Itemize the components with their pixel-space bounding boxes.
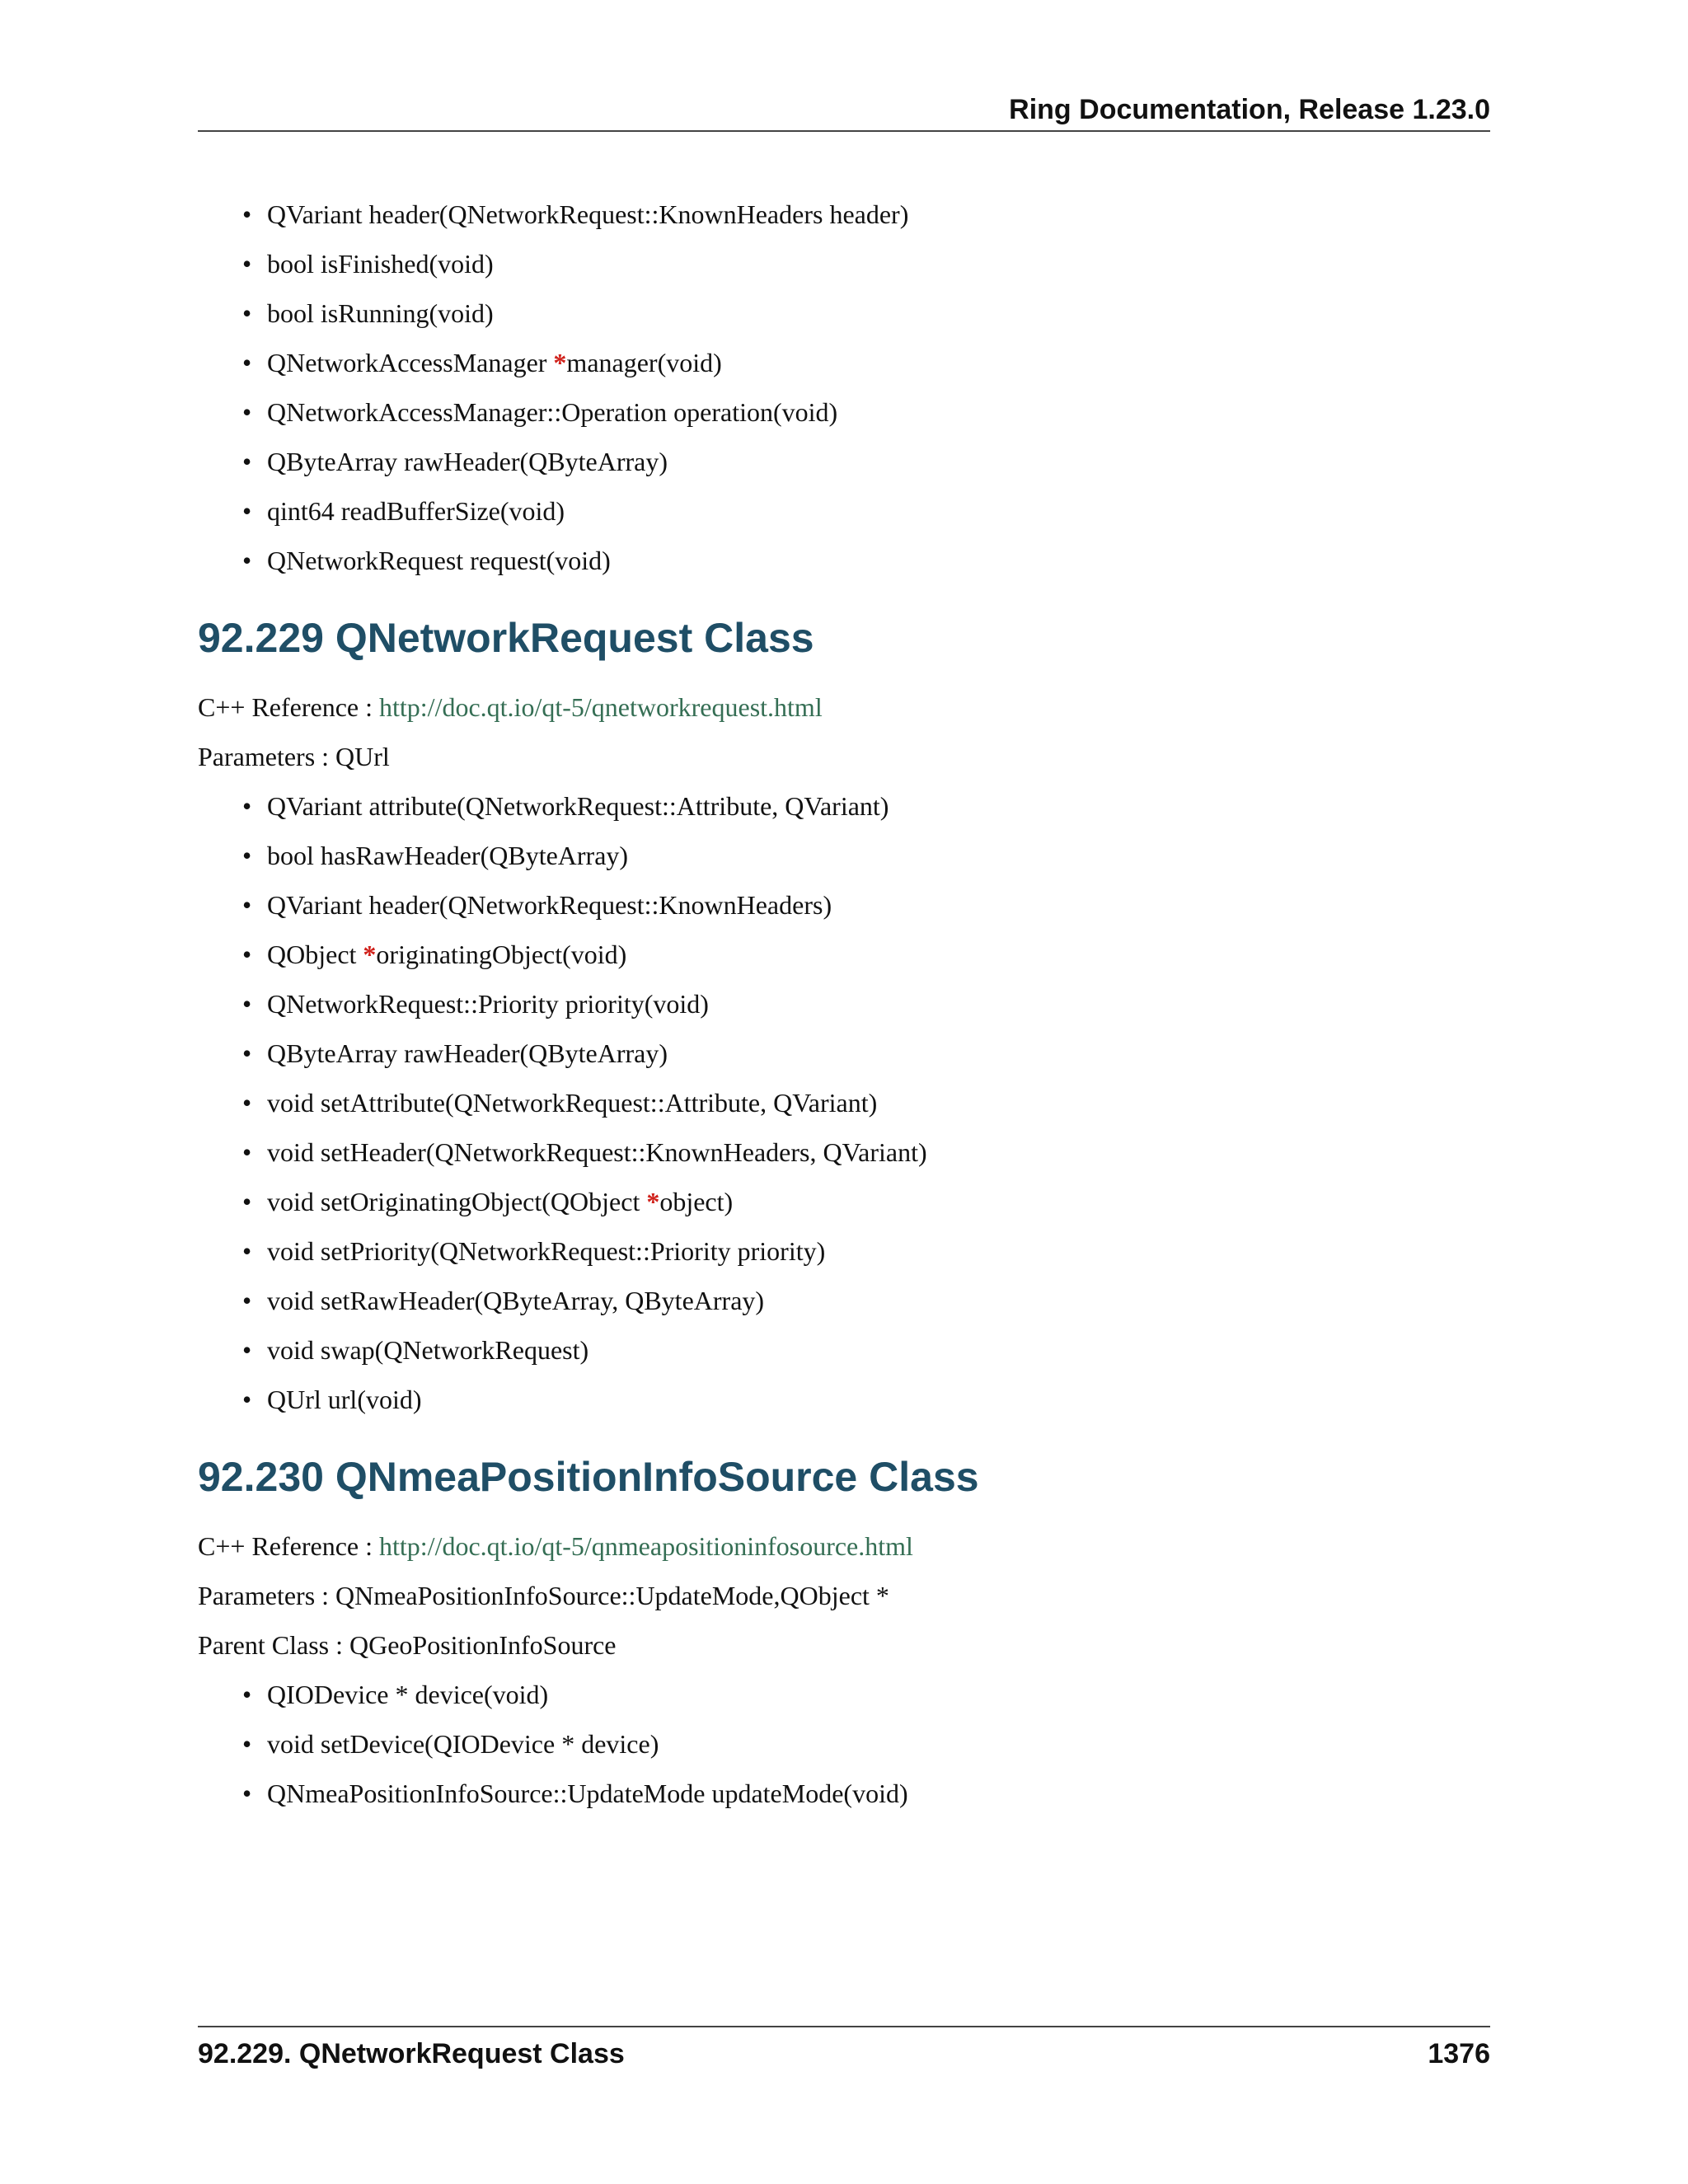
method-item xyxy=(267,1284,1490,1317)
method-signature: bool isFinished(void) xyxy=(267,249,494,279)
method-signature: void setPriority(QNetworkRequest::Priority priority) xyxy=(267,1236,826,1266)
method-item xyxy=(267,938,1490,971)
method-item xyxy=(267,1727,1490,1760)
parameters-qnmeapositioninfosource: Parameters : QNmeaPositionInfoSource::UpdateMode,QObject * xyxy=(198,1581,889,1610)
parameters-qnetworkrequest: Parameters : QUrl xyxy=(198,742,390,771)
method-signature: QNetworkAccessManager xyxy=(267,348,554,377)
cpp-reference-label: C++ Reference : xyxy=(198,1531,379,1561)
qnmeapositioninfosource-doc-link[interactable]: http://doc.qt.io/qt-5/qnmeapositioninfosource.html xyxy=(379,1531,913,1561)
method-signature: qint64 readBufferSize(void) xyxy=(267,496,565,526)
pointer-asterisk: * xyxy=(363,940,377,969)
method-signature: QByteArray rawHeader(QByteArray) xyxy=(267,447,668,476)
method-item xyxy=(267,1136,1490,1169)
cpp-reference-label: C++ Reference : xyxy=(198,692,379,722)
method-item xyxy=(267,888,1490,921)
method-signature: bool hasRawHeader(QByteArray) xyxy=(267,841,629,870)
method-signature-rest: object) xyxy=(659,1187,734,1216)
method-signature: QNmeaPositionInfoSource::UpdateMode updateMode(void) xyxy=(267,1779,908,1808)
method-item xyxy=(267,1235,1490,1268)
continued-method-list xyxy=(198,198,1490,577)
section-heading-qnmeapositioninfosource: 92.230 QNmeaPositionInfoSource Class xyxy=(198,1454,979,1500)
method-signature: QVariant attribute(QNetworkRequest::Attribute, QVariant) xyxy=(267,791,889,821)
method-item xyxy=(267,445,1490,478)
method-signature: QUrl url(void) xyxy=(267,1385,422,1414)
method-item xyxy=(267,247,1490,280)
method-item xyxy=(267,1086,1490,1119)
header-title: Ring Documentation, Release 1.23.0 xyxy=(1009,94,1490,125)
method-signature: bool isRunning(void) xyxy=(267,298,494,328)
method-item xyxy=(267,1678,1490,1711)
method-signature: QVariant header(QNetworkRequest::KnownHeaders header) xyxy=(267,199,909,229)
method-signature: void setAttribute(QNetworkRequest::Attribute, QVariant) xyxy=(267,1088,878,1118)
footer-section-title: 92.229. QNetworkRequest Class xyxy=(198,2038,625,2069)
method-signature: void setDevice(QIODevice * device) xyxy=(267,1729,659,1759)
method-signature: QIODevice * device(void) xyxy=(267,1680,549,1709)
method-item xyxy=(267,790,1490,823)
cpp-reference-qnmeapositioninfosource xyxy=(198,1530,1490,1563)
method-item xyxy=(267,198,1490,231)
pointer-asterisk: * xyxy=(553,348,567,377)
method-item xyxy=(267,1185,1490,1218)
method-signature-rest: originatingObject(void) xyxy=(376,940,627,969)
method-signature-rest: manager(void) xyxy=(566,348,722,377)
method-item xyxy=(267,346,1490,379)
method-signature: void setHeader(QNetworkRequest::KnownHeaders, QVariant) xyxy=(267,1137,927,1167)
method-item xyxy=(267,1777,1490,1810)
method-signature: QNetworkRequest request(void) xyxy=(267,546,611,575)
section-heading-qnetworkrequest: 92.229 QNetworkRequest Class xyxy=(198,615,814,661)
method-item xyxy=(267,297,1490,330)
running-footer xyxy=(198,2026,1490,2072)
method-signature: QNetworkRequest::Priority priority(void) xyxy=(267,989,709,1019)
method-item xyxy=(267,1037,1490,1070)
method-item xyxy=(267,396,1490,429)
method-item xyxy=(267,494,1490,527)
method-signature: QNetworkAccessManager::Operation operation(void) xyxy=(267,397,838,427)
parent-class-qnmeapositioninfosource: Parent Class : QGeoPositionInfoSource xyxy=(198,1630,617,1660)
method-item xyxy=(267,839,1490,872)
qnmeapositioninfosource-method-list xyxy=(198,1678,1490,1810)
method-signature: QObject xyxy=(267,940,363,969)
qnetworkrequest-doc-link[interactable]: http://doc.qt.io/qt-5/qnetworkrequest.html xyxy=(379,692,823,722)
method-signature: QVariant header(QNetworkRequest::KnownHeaders) xyxy=(267,890,832,920)
pointer-asterisk: * xyxy=(646,1187,660,1216)
cpp-reference-qnetworkrequest xyxy=(198,691,1490,724)
method-signature: QByteArray rawHeader(QByteArray) xyxy=(267,1038,668,1068)
running-header xyxy=(198,89,1490,132)
page-number: 1376 xyxy=(1428,2038,1490,2069)
method-item xyxy=(267,987,1490,1020)
method-item xyxy=(267,1333,1490,1366)
method-signature: void swap(QNetworkRequest) xyxy=(267,1335,589,1365)
qnetworkrequest-method-list xyxy=(198,790,1490,1416)
method-signature: void setRawHeader(QByteArray, QByteArray) xyxy=(267,1286,765,1315)
page-content xyxy=(198,198,1490,1826)
method-item xyxy=(267,544,1490,577)
method-signature: void setOriginatingObject(QObject xyxy=(267,1187,647,1216)
method-item xyxy=(267,1383,1490,1416)
